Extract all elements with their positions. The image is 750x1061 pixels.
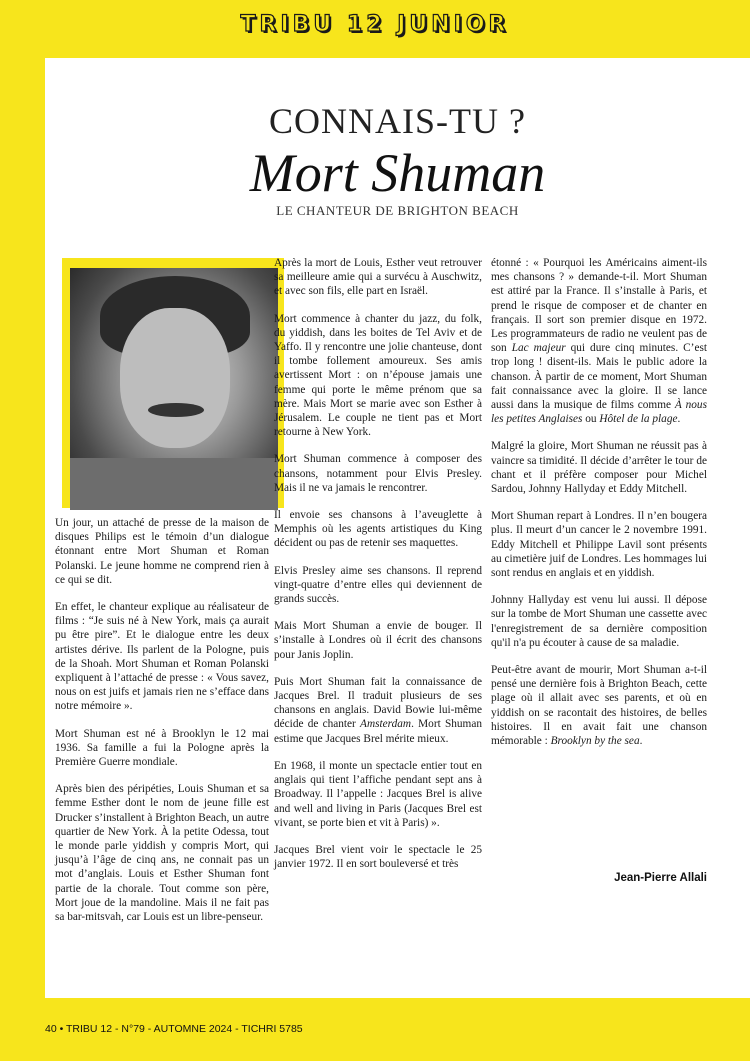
- paragraph: étonné : « Pourquoi les Américains aiment-ils mes chansons ? » demande-t-il. Mort Shuman est attiré par la France. Il s’installe à Paris, et prend le risque de composer et de chanter en français. Il sort son premier disque en 1972. Les programmateurs de radio ne veulent pas de son Lac majeur qui dure cinq minutes. C’est trop long ! disent-ils. Mais le public adore la chanson. À partir de ce moment, Mort Shuman fait connaissance avec la gloire. Il se lance aussi dans la musique de films comme À nous les petites Anglaises ou Hôtel de la plage.: [491, 257, 707, 426]
- paragraph: En effet, le chanteur explique au réalisateur de films : “Je suis né à New York, mais ça aurait pu être pire”. Et le dialogue entre les deux artistes dérive. Ils parlent de la Pologne, puis de la Shoah. Mort Shuman et Roman Polanski expliquent à l’attaché de presse : « Vous savez, nous on est juifs et jamais rien ne s’efface dans notre mémoire ».: [55, 601, 269, 713]
- article-page: [45, 58, 750, 998]
- paragraph: Mais Mort Shuman a envie de bouger. Il s’installe à Londres où il écrit des chansons pour Janis Joplin.: [274, 620, 482, 661]
- paragraph: Un jour, un attaché de presse de la maison de disques Philips est le témoin d’un dialogue étonnant entre Mort Shuman et Roman Polanski. Le jeune homme ne comprend rien à ce qui se dit.: [55, 517, 269, 586]
- portrait-shirt: [70, 458, 278, 510]
- article-subtitle: LE CHANTEUR DE BRIGHTON BEACH: [276, 203, 519, 218]
- text-column-1: [55, 516, 269, 937]
- paragraph: Puis Mort Shuman fait la connaissance de Jacques Brel. Il traduit plusieurs de ses chansons en anglais. David Bowie lui-même décide de chanter Amsterdam. Mort Shuman estime que Jacques Brel mérite mieux.: [274, 675, 482, 745]
- paragraph: Elvis Presley aime ses chansons. Il reprend vingt-quatre d’entre elles qui deviennent de grands succès.: [274, 564, 482, 606]
- page-footer: 40 • TRIBU 12 - N°79 - AUTOMNE 2024 - TICHRI 5785: [45, 1023, 303, 1035]
- article-author: Jean-Pierre Allali: [614, 872, 707, 884]
- paragraph: Mort Shuman est né à Brooklyn le 12 mai 1936. Sa famille a fui la Pologne après la Première Guerre mondiale.: [55, 727, 269, 769]
- portrait-moustache: [148, 403, 204, 417]
- magazine-masthead: TRIBU 12 JUNIOR: [240, 12, 510, 37]
- text-column-3: [491, 256, 707, 761]
- paragraph: Il envoie ses chansons à l’aveuglette à Memphis où les agents artistiques du King décident ou pas de retenir ses maquettes.: [274, 509, 482, 550]
- paragraph: Mort Shuman repart à Londres. Il n’en bougera plus. Il meurt d’un cancer le 2 novembre 1991. Eddy Mitchell et Philippe Lavil sont présents au cimetière juif de Londres. Les hommages lui sont rendus en anglais et en yiddish.: [491, 510, 707, 580]
- paragraph: Malgré la gloire, Mort Shuman ne réussit pas à vaincre sa timidité. Il décide d’arrêter le tour de chant et il préfère composer pour Michel Sardou, Johnny Hallyday et Eddy Mitchell.: [491, 440, 707, 496]
- paragraph: Après bien des péripéties, Louis Shuman et sa femme Esther dont le nom de jeune fille est Drucker s’installent à Brighton Beach, un autre quartier de New York. À la petite Odessa, tout le monde parle yiddish y compris Mort, qui jusqu’à l’âge de cinq ans, ne connait pas un mot d’anglais. Louis et Esther Shuman font partie de la chorale. Tout comme son père, Mort joue de la mandoline. Mais il ne fait pas sa bar-mitsvah, car Louis est un libre-penseur.: [55, 783, 269, 924]
- text-column-2: [274, 256, 482, 884]
- portrait-photo: [70, 268, 278, 510]
- portrait-face: [120, 308, 230, 448]
- paragraph: Jacques Brel vient voir le spectacle le 25 janvier 1972. Il en sort bouleversé et très: [274, 843, 482, 871]
- article-kicker: CONNAIS-TU ?: [269, 101, 526, 141]
- paragraph: Mort commence à chanter du jazz, du folk, du yiddish, dans les boites de Tel Aviv et de Yaffo. Il y rencontre une jolie chanteuse, dont il tombe follement amoureux. Ses amis avertissent Mort : on n’épouse jamais une femme qui porte le même prénom que sa mère. Mais Mort se marie avec son Esther à Jérusalem. Le couple ne tient pas et Mort retourne à New York.: [274, 312, 482, 439]
- paragraph: Peut-être avant de mourir, Mort Shuman a-t-il pensé une dernière fois à Brighton Beach, cette plage où il allait avec ses parents, et où en yiddish on se racontait des histoires, de belles histoires. Il en avait fait une chanson mémorable : Brooklyn by the sea.: [491, 664, 707, 748]
- paragraph: Mort Shuman commence à composer des chansons, notamment pour Elvis Presley. Mais il ne va jamais le rencontrer.: [274, 453, 482, 494]
- article-title: Mort Shuman: [249, 143, 546, 203]
- paragraph: Johnny Hallyday est venu lui aussi. Il dépose sur la tombe de Mort Shuman une cassette avec l'enregistrement de sa dernière composition qu'il n'a pu écouter à cause de sa maladie.: [491, 594, 707, 649]
- paragraph: Après la mort de Louis, Esther veut retrouver sa meilleure amie qui a survécu à Auschwitz, et avec son fils, elle part en Israël.: [274, 257, 482, 298]
- paragraph: En 1968, il monte un spectacle entier tout en anglais qui tient l’affiche pendant sept ans à Broadway. Il l’appelle : Jacques Brel is alive and well and living in Paris (Jacques Brel est vivant, se porte bien et vit à Paris) ».: [274, 759, 482, 829]
